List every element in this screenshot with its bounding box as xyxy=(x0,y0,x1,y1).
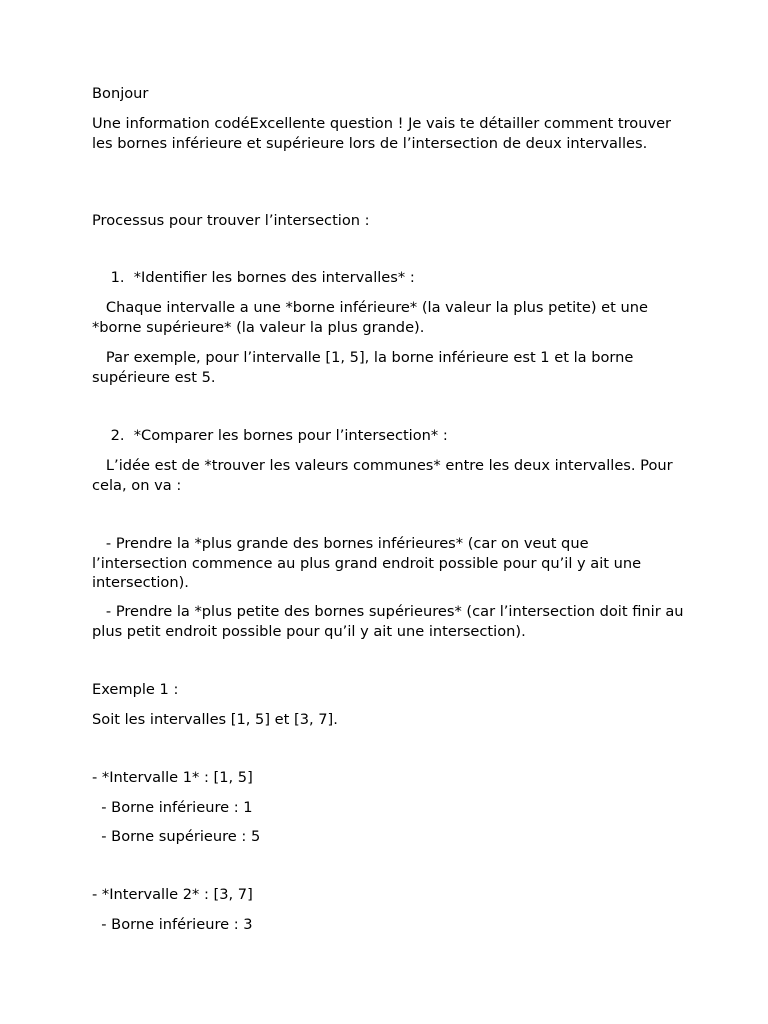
interval-1-upper: - Borne supérieure : 5 xyxy=(92,828,261,845)
rule-lower-bound: - Prendre la *plus grande des bornes inférieures* (car on veut que l’intersection commence au plus grand endroit possible pour qu’il y ait une intersection). xyxy=(92,535,646,592)
interval-1-line: - *Intervalle 1* : [1, 5] xyxy=(92,769,253,786)
interval-2-line: - *Intervalle 2* : [3, 7] xyxy=(92,886,253,903)
example-1-statement: Soit les intervalles [1, 5] et [3, 7]. xyxy=(92,711,338,728)
process-heading: Processus pour trouver l’intersection : xyxy=(92,212,370,229)
step-1-paragraph: Chaque intervalle a une *borne inférieure* (la valeur la plus petite) et une *borne supérieure* (la valeur la plus grande). xyxy=(92,299,653,336)
interval-1-lower: - Borne inférieure : 1 xyxy=(92,799,253,816)
step-1-example: Par exemple, pour l’intervalle [1, 5], la borne inférieure est 1 et la borne supérieure est 5. xyxy=(92,349,639,386)
step-2-heading: 2. *Comparer les bornes pour l’intersection* : xyxy=(92,427,448,444)
example-1-heading: Exemple 1 : xyxy=(92,681,179,698)
rule-upper-bound: - Prendre la *plus petite des bornes supérieures* (car l’intersection doit finir au plus petit endroit possible pour qu’il y ait une intersection). xyxy=(92,603,689,640)
intro-paragraph: Une information codéExcellente question ! Je vais te détailler comment trouver les bornes inférieure et supérieure lors de l’intersection de deux intervalles. xyxy=(92,115,676,152)
interval-2-lower: - Borne inférieure : 3 xyxy=(92,916,253,933)
greeting: Bonjour xyxy=(92,85,149,102)
step-2-paragraph: L’idée est de *trouver les valeurs communes* entre les deux intervalles. Pour cela, on va : xyxy=(92,457,678,494)
step-1-heading: 1. *Identifier les bornes des intervalles* : xyxy=(92,269,415,286)
